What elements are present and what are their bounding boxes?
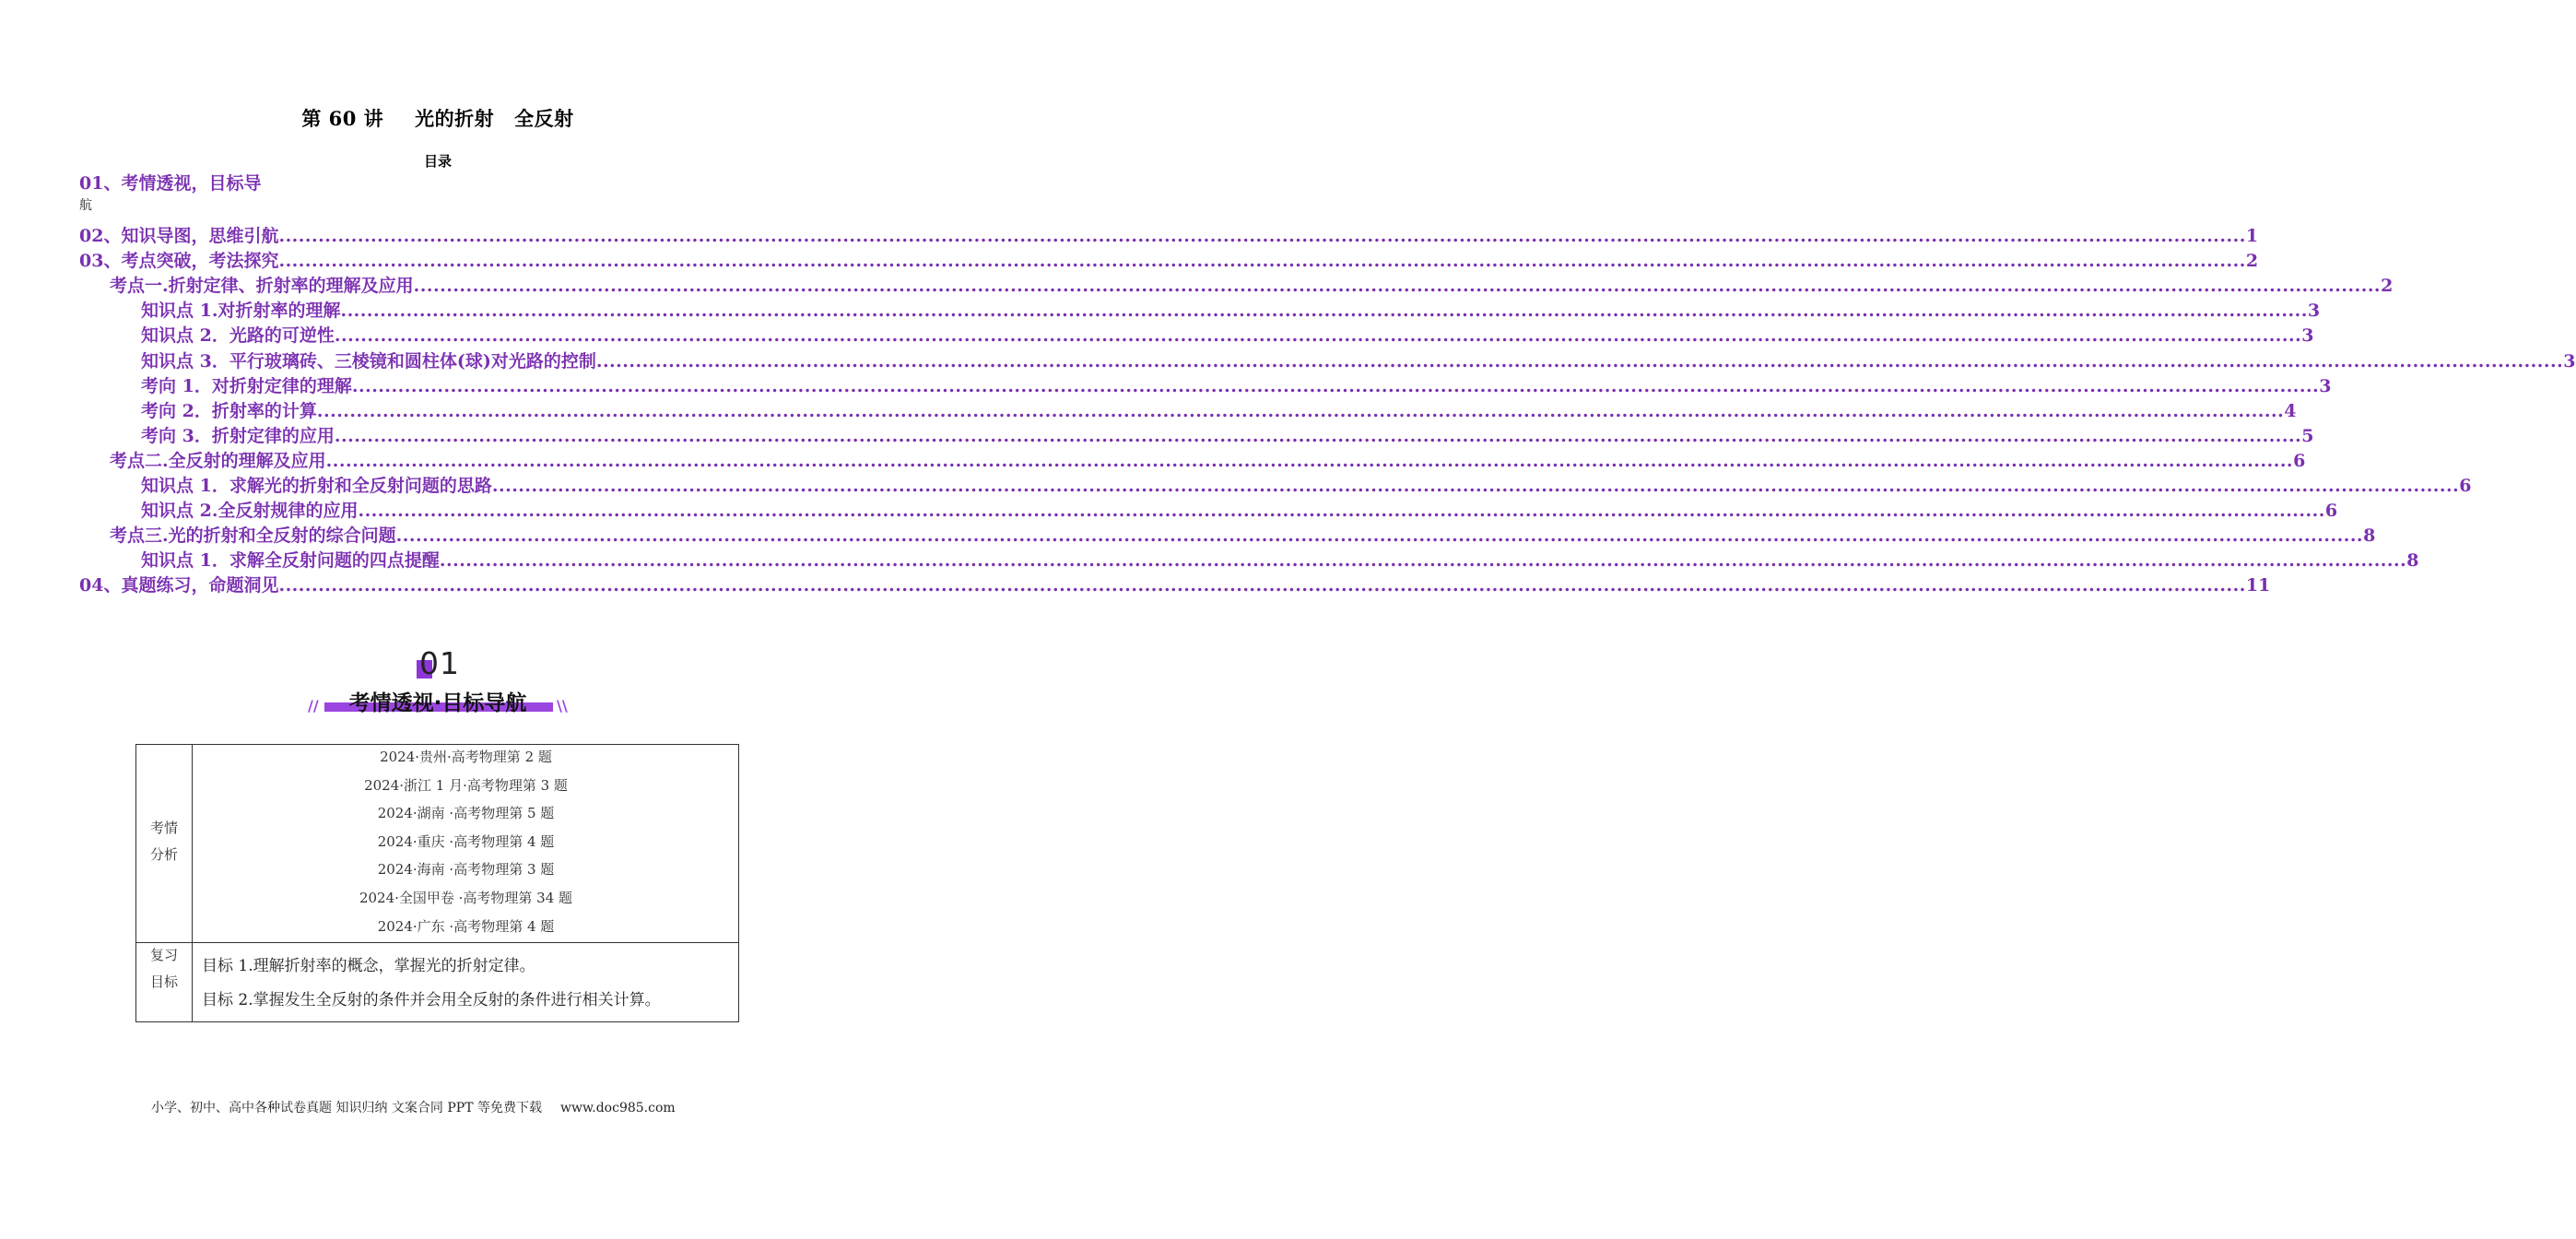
toc-leader-dots: ............................................................................................................................................................................................................................................................................................................ [358,501,2325,522]
toc-entry-label: 知识点 1.对折射率的理解 [141,301,341,322]
toc-entry[interactable] [141,322,2314,347]
toc-entry-page: 3 [2301,325,2314,347]
lecture-number: 第 60 讲 [301,107,384,130]
goal-item: 目标 1.理解折射率的概念，掌握光的折射定律。 [202,957,535,975]
toc-entry-page: 3 [2307,301,2321,322]
toc-entry[interactable] [141,547,2419,572]
toc-entry[interactable] [141,497,2338,522]
exam-item: 2024·海南 ·高考物理第 3 题 [377,861,555,879]
toc-entry-page: 3 [2319,375,2332,396]
toc-entry[interactable] [141,348,2576,372]
right-slash-deco: \\ [557,697,568,714]
toc-entry[interactable] [110,272,2394,297]
goals-header-line2: 目标 [149,974,178,990]
toc-entry-label: 考向 1．对折射定律的理解 [141,375,352,396]
page-title [0,104,876,132]
exam-analysis-table [135,744,739,1022]
toc-entry-label: 知识点 3．平行玻璃砖、三棱镜和圆柱体(球)对光路的控制 [141,350,596,372]
toc-entry-page: 3 [2563,350,2576,372]
toc-entry-page: 1 [2245,226,2259,246]
section-title: 考情透视·目标导航 [348,691,527,715]
toc-entry-page: 6 [2293,450,2306,471]
toc-entry-label: 02、知识导图，思维引航 [79,226,279,246]
footer-text: 小学、初中、高中各种试卷真题 知识归纳 文案合同 PPT 等免费下载 [151,1101,542,1115]
toc-entry-page: 11 [2245,575,2271,596]
toc-heading: 目录 [423,153,452,170]
toc-entry-first[interactable]: 01、考情透视，目标导 [79,173,262,194]
toc-entry[interactable] [79,222,2259,247]
toc-entry-label: 考点一.折射定律、折射率的理解及应用 [110,276,414,297]
exam-item: 2024·广东 ·高考物理第 4 题 [377,917,555,935]
toc-entry[interactable] [79,572,2271,596]
toc-entry[interactable] [141,422,2314,447]
page-footer [151,1098,676,1116]
footer-url[interactable]: www.doc985.com [559,1101,676,1115]
toc-leader-dots: ............................................................................................................................................................................................................................................................................................................ [413,276,2382,297]
toc-leader-dots: ............................................................................................................................................................................................................................................................................................................ [395,525,2364,547]
toc-entry-label: 03、考点突破，考法探究 [79,251,279,272]
analysis-header-line2: 分析 [149,846,178,863]
toc-leader-dots: ............................................................................................................................................................................................................................................................................................................ [316,400,2285,421]
exam-item: 2024·贵州·高考物理第 2 题 [380,749,552,765]
goal-item: 目标 2.掌握发生全反射的条件并会用全反射的条件进行相关计算。 [202,991,661,1009]
exam-item: 2024·重庆 ·高考物理第 4 题 [377,832,555,850]
toc-entry-page: 5 [2301,425,2314,446]
toc-entry-label: 考点二.全反射的理解及应用 [110,450,326,471]
toc-entry-page: 2 [2245,251,2259,272]
toc-entry-label: 知识点 2．光路的可逆性 [141,325,335,347]
goals-list [202,950,661,1018]
toc-leader-dots: ............................................................................................................................................................................................................................................................................................................ [595,350,2564,372]
left-slash-deco: // [308,697,319,714]
toc-entry-label: 考点三.光的折射和全反射的综合问题 [110,525,396,547]
toc-entry-label: 知识点 2.全反射规律的应用 [141,501,359,522]
toc-entry[interactable] [79,247,2259,272]
toc-leader-dots: ............................................................................................................................................................................................................................................................................................................ [351,375,2320,396]
exam-item: 2024·浙江 1 月·高考物理第 3 题 [364,776,568,794]
toc-entry[interactable] [141,372,2332,397]
toc-entry-label: 考向 2．折射率的计算 [141,400,317,421]
toc-entry-first-continuation: 航 [79,198,92,213]
toc-entry[interactable] [110,522,2376,547]
toc-leader-dots: ............................................................................................................................................................................................................................................................................................................ [334,425,2302,446]
toc-entry-page: 2 [2381,276,2394,297]
toc-entry-page: 4 [2284,400,2297,421]
lecture-topic: 光的折射 [415,107,495,130]
toc-leader-dots: ............................................................................................................................................................................................................................................................................................................ [439,550,2407,572]
toc-leader-dots: ............................................................................................................................................................................................................................................................................................................ [491,476,2460,496]
goals-header-line1: 复习 [149,947,178,963]
analysis-header [136,815,192,868]
toc-entry-page: 6 [2459,476,2472,496]
toc-entry-page: 8 [2406,550,2419,572]
toc-entry-label: 知识点 1．求解全反射问题的四点提醒 [141,550,440,572]
toc-leader-dots: ............................................................................................................................................................................................................................................................................................................ [278,575,2246,596]
toc-leader-dots: ............................................................................................................................................................................................................................................................................................................ [340,301,2308,322]
toc-entry-page: 8 [2363,525,2376,547]
toc-leader-dots: ............................................................................................................................................................................................................................................................................................................ [278,226,2246,246]
analysis-header-line1: 考情 [149,820,178,836]
toc-entry[interactable] [141,397,2297,422]
exam-item: 2024·湖南 ·高考物理第 5 题 [377,805,555,822]
toc-leader-dots: ............................................................................................................................................................................................................................................................................................................ [334,325,2302,347]
toc-entry[interactable] [141,297,2321,322]
toc-entry-page: 6 [2324,501,2338,522]
toc-leader-dots: ............................................................................................................................................................................................................................................................................................................ [278,251,2246,272]
toc-entry-label: 知识点 1．求解光的折射和全反射问题的思路 [141,476,492,496]
exam-item: 2024·全国甲卷 ·高考物理第 34 题 [359,889,573,906]
toc-entry-label: 考向 3．折射定律的应用 [141,425,335,446]
toc-leader-dots: ............................................................................................................................................................................................................................................................................................................ [325,450,2294,471]
lecture-subtopic: 全反射 [514,107,574,130]
toc-entry[interactable] [141,472,2472,497]
goals-header [136,942,192,996]
section-number: 01 [419,645,460,681]
exam-list [193,745,739,943]
toc-entry-label: 04、真题练习，命题洞见 [79,575,279,596]
toc-entry[interactable] [110,447,2306,472]
